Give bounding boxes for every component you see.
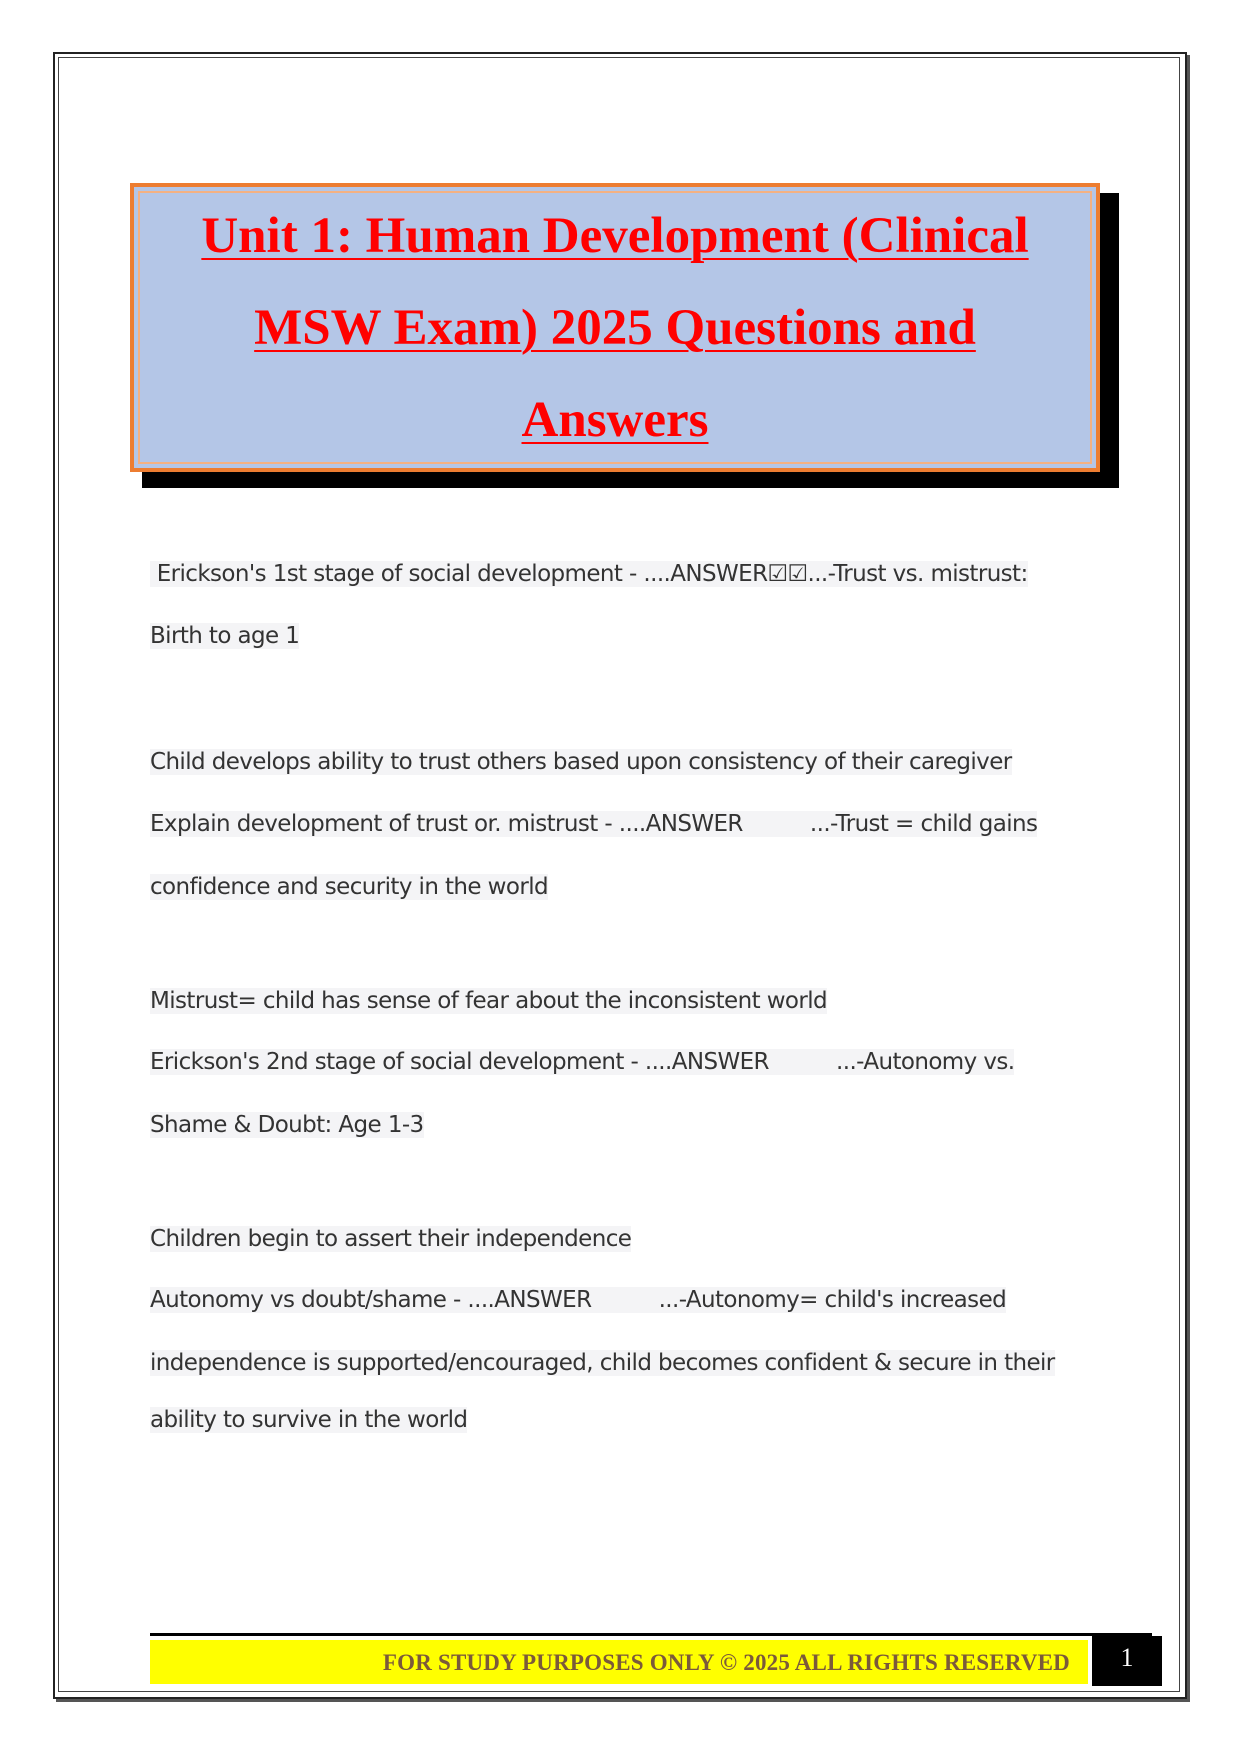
qa-line: Child develops ability to trust others based upon consistency of their caregiver [150,749,1012,775]
qa-line: Shame & Doubt: Age 1-3 [150,1112,424,1138]
qa-line: Birth to age 1 [150,623,300,649]
footer-rule [150,1633,1152,1636]
footer-text: FOR STUDY PURPOSES ONLY © 2025 ALL RIGHTS RESERVED [382,1650,1070,1675]
title-line-1: Unit 1: Human Development (Clinical [201,208,1029,264]
qa-line: Explain development of trust or. mistrust - ....ANSWER ...-Trust = child gains [150,811,1038,837]
qa-line: independence is supported/encouraged, child becomes confident & secure in their [150,1350,1055,1376]
title-line-2: MSW Exam) 2025 Questions and [254,300,976,356]
qa-line: Children begin to assert their independence [150,1226,632,1252]
qa-line: Autonomy vs doubt/shame - ....ANSWER ...-Autonomy= child's increased [150,1287,1007,1313]
qa-line: ability to survive in the world [150,1407,468,1433]
page-number: 1 [1092,1636,1162,1686]
qa-line: Erickson's 1st stage of social development - ....ANSWER☑☑...-Trust vs. mistrust: [150,561,1028,587]
title-line-3: Answers [521,392,709,448]
qa-line: Erickson's 2nd stage of social development - ....ANSWER ...-Autonomy vs. [150,1049,1015,1075]
qa-line: Mistrust= child has sense of fear about the inconsistent world [150,988,828,1014]
qa-line: confidence and security in the world [150,874,549,900]
document-title [150,190,1080,466]
